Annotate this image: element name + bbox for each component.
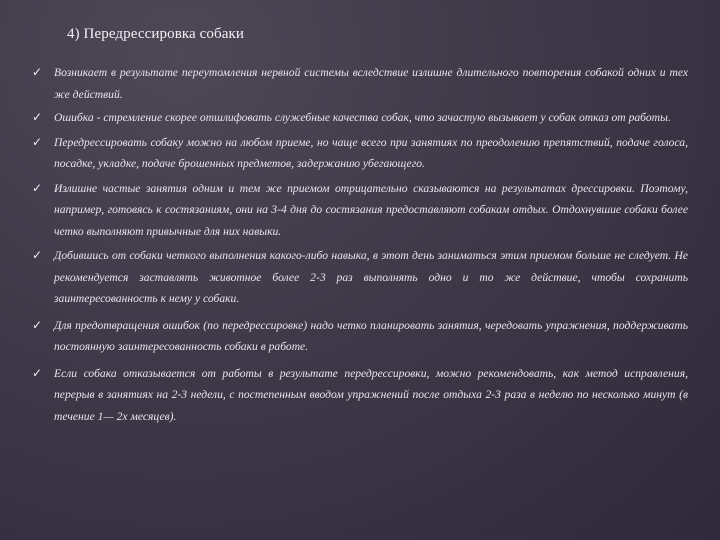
bullet-item [32,245,688,310]
bullet-text: Передрессировать собаку можно на любом приеме, но чаще всего при занятиях по преодолению препятствий, подаче голоса, посадке, укладке, подаче брошенных предметов, задержанию убегающего. [54,135,688,170]
bullet-item [32,107,688,129]
bullet-item [32,315,688,358]
check-icon: ✓ [32,365,43,380]
bullet-item [32,132,688,175]
bullet-text: Возникает в результате переутомления нервной системы вследствие излишне длительного повторения собакой одних и тех же действий. [54,66,688,101]
check-icon: ✓ [32,65,43,79]
bullet-item [32,363,688,428]
bullet-list [32,62,688,427]
bullet-item [32,62,688,105]
bullet-text: Излишне частые занятия одним и тем же приемом отрицательно сказываются на результатах дрессировки. Поэтому, например, готовясь к состязаниям, они на 3-4 дня до состязания предоставляют собакам отдых. Отдохнувшие собаки более четко выполняют привычные для них навыки. [54,181,688,238]
bullet-text: Если собака отказывается от работы в результате передрессировки, можно рекомендовать, как метод исправления, перерыв в занятиях на 2-3 недели, с постепенным вводом упражнений после отдыха 2-3 раза в неделю по несколько минут (в течение 1— 2х месяцев). [54,366,688,423]
slide-title: 4) Передрессировка собаки [67,26,245,42]
check-icon: ✓ [32,317,43,332]
bullet-text: Ошибка - стремление скорее отшлифовать служебные качества собак, что зачастую вызывает у собак отказ от работы. [54,111,671,124]
bullet-text: Добившись от собаки четкого выполнения какого-либо навыка, в этот день заниматься этим приемом больше не следует. Не рекомендуется заставлять животное более 2-3 раз выполнять одно и то же действие, чтобы сохранить заинтересованность к нему у собаки. [54,249,688,305]
check-icon: ✓ [32,134,43,149]
check-icon: ✓ [32,110,43,124]
check-icon: ✓ [32,248,43,262]
check-icon: ✓ [32,180,43,195]
bullet-text: Для предотвращения ошибок (по передрессировке) надо четко планировать занятия, чередовать упражнения, поддерживать постоянную заинтересованность собаки в работе. [54,318,688,353]
bullet-item [32,178,688,243]
